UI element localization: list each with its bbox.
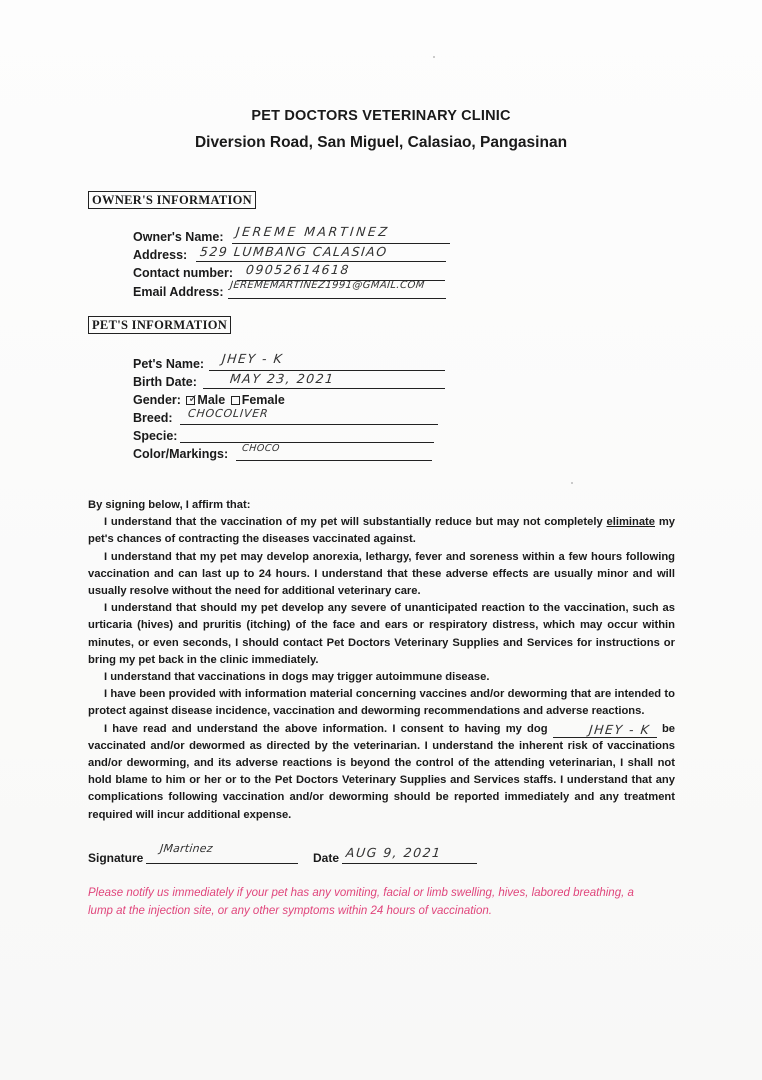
signature-label: Signature [88,851,144,865]
owner-name-label: Owner's Name: [133,230,224,244]
pet-name-label: Pet's Name: [133,357,205,371]
pet-section-title: PET'S INFORMATION [88,316,231,334]
scan-speck [571,482,573,484]
address-value: 529 LUMBANG CALASIAO [199,244,389,259]
male-checkbox[interactable]: ✓ [188,393,198,406]
birth-date-value: MAY 23, 2021 [229,371,336,386]
color-label: Color/Markings: [133,447,229,461]
affirm-paragraph-2: I understand that my pet may develop anorexia, lethargy, fever and soreness within a few hours following vaccination and can last up to 24 hours. I understand that these adverse effects are usually minor and will usually resolve without the need for additional veterinary care. [88,550,675,598]
color-line [236,460,432,461]
affirm-paragraph-1: I understand that the vaccination of my pet will substantially reduce but may not completely eliminate my pet's chances of contracting the diseases vaccinated against. [88,516,675,546]
breed-label: Breed: [133,411,173,425]
date-line [342,863,477,864]
owner-name-value: JEREME MARTINEZ [235,224,391,239]
contact-label: Contact number: [133,266,233,280]
affirmation-block [88,497,675,824]
gender-row [133,393,285,407]
clinic-name: PET DOCTORS VETERINARY CLINIC [251,108,511,124]
pet-name-value: JHEY - K [221,351,285,366]
clinic-address: Diversion Road, San Miguel, Calasiao, Pangasinan [194,134,568,151]
scan-speck [433,56,435,58]
address-label: Address: [133,248,188,262]
dog-name-value: JHEY - K [587,721,651,737]
female-checkbox[interactable] [231,396,240,405]
email-label: Email Address: [133,285,224,299]
email-value: JEREMEMARTINEZ1991@GMAIL.COM [229,280,426,291]
affirm-paragraph-4: I understand that vaccinations in dogs may trigger autoimmune disease. [104,671,490,684]
affirm-intro: By signing below, I affirm that: [88,499,251,511]
specie-label: Specie: [133,429,178,443]
breed-value: CHOCOLIVER [187,407,270,420]
birth-date-line [203,388,445,389]
color-value: CHOCO [241,443,281,454]
contact-value: 09052614618 [245,262,351,277]
date-value: AUG 9, 2021 [345,845,443,860]
date-label: Date [313,851,340,865]
email-line [228,298,446,299]
gender-label: Gender: [133,393,181,407]
affirm-paragraph-5: I have been provided with information material concerning vaccines and/or deworming that are intended to protect against disease incidence, vaccination and deworming recommendations and adverse reactions. [88,688,675,718]
dog-name-line [553,721,657,738]
affirm-paragraph-3: I understand that should my pet develop any severe of unanticipated reaction to the vaccination, such as urticaria (hives) and pruritis (itching) of the face and ears or respiratory distress, which may occur within minutes, or even seconds, I should contact Pet Doctors Veterinary Supplies and Services for instructions or bring my pet back in the clinic immediately. [88,602,675,666]
owner-section-title: OWNER'S INFORMATION [88,191,256,209]
signature-line [146,863,298,864]
male-label: Male [197,393,226,407]
signature-value: JMartinez [159,842,214,855]
birth-date-label: Birth Date: [133,375,197,389]
affirm-paragraph-6: I have read and understand the above information. I consent to having my dog JHEY - K be vaccinated and/or dewormed as directed by the veterinarian. I understand the inherent risk of vaccinations and/or deworming, and its adverse reactions is beyond the control of the attending veterinarian, I shall not hold blame to him or her or to the Pet Doctors Veterinary Supplies and Services staffs. I understand that any complications following vaccination and/or deworming should be reported immediately and any treatment required will incur additional expense. [88,721,675,821]
specie-line [180,442,434,443]
breed-line [180,424,438,425]
notice-text: Please notify us immediately if your pet has any vomiting, facial or limb swelling, hives, labored breathing, a lump at the injection site, or any other symptoms within 24 hours of vaccination. [88,887,634,917]
female-label: Female [241,393,285,407]
